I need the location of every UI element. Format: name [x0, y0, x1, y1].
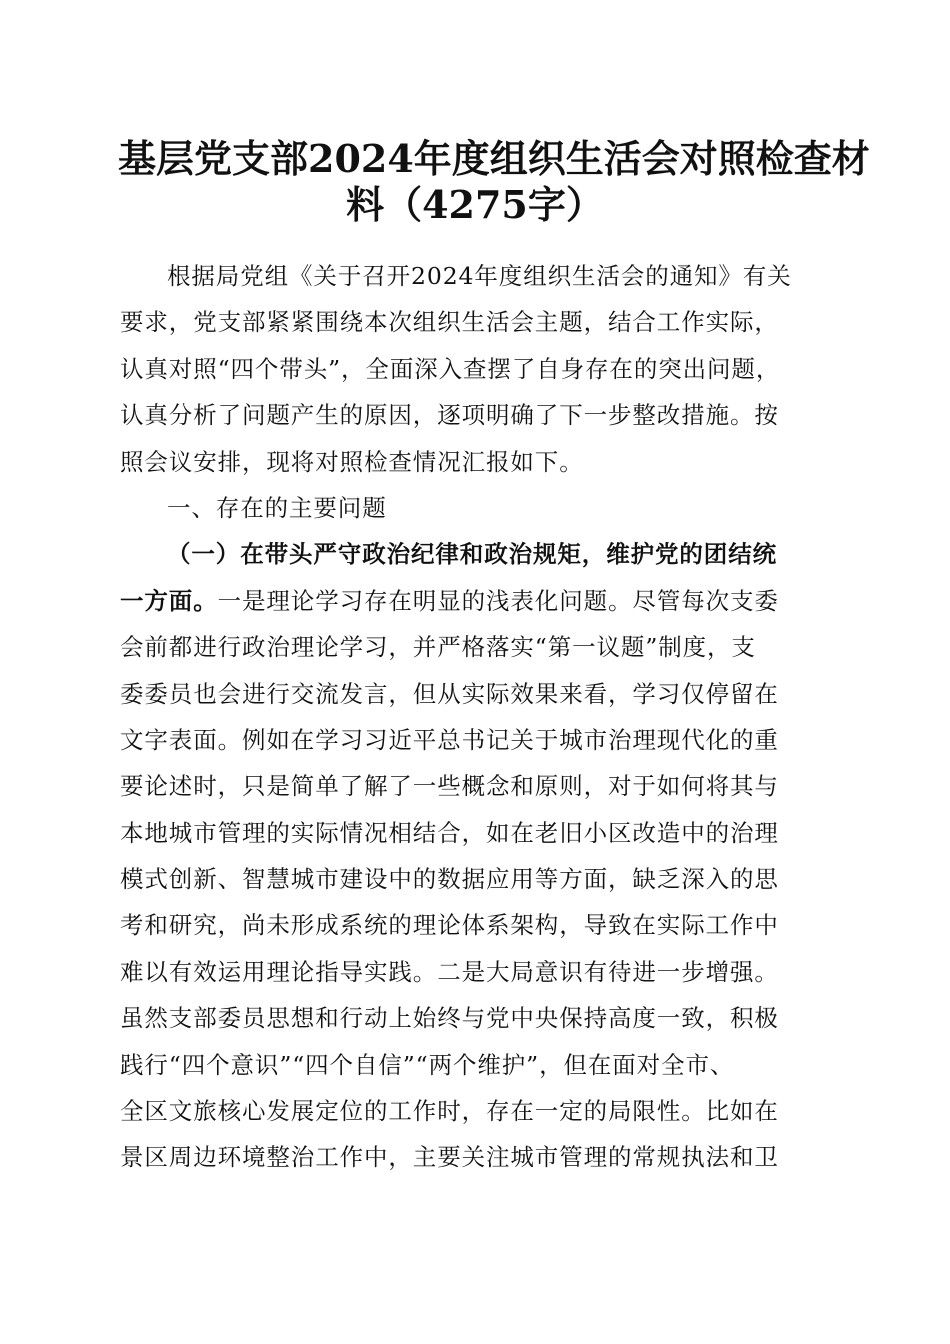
body-line: 委委员也会进行交流发言，但从实际效果来看，学习仅停留在 — [120, 679, 779, 708]
title-line-2: 料（4275字） — [346, 182, 604, 227]
body-line: 会前都进行政治理论学习，并严格落实“第一议题”制度，支 — [120, 633, 756, 662]
document-body — [120, 253, 840, 1181]
body-line: 根据局党组《关于召开2024年度组织生活会的通知》有关 — [167, 262, 792, 290]
body-line: 全区文旅核心发展定位的工作时，存在一定的局限性。比如在 — [120, 1097, 779, 1126]
body-line: 难以有效运用理论指导实践。二是大局意识有待进一步增强。 — [120, 957, 779, 986]
document-title — [118, 136, 870, 228]
body-line: 认真对照“四个带头”，全面深入查摆了自身存在的突出问题， — [120, 354, 781, 383]
body-line: 照会议安排，现将对照检查情况汇报如下。 — [120, 447, 584, 476]
body-line: 践行“四个意识”“四个自信”“两个维护”，但在面对全市、 — [120, 1050, 735, 1079]
body-line: 本地城市管理的实际情况相结合，如在老旧小区改造中的治理 — [120, 818, 779, 847]
body-line: 文字表面。例如在学习习近平总书记关于城市治理现代化的重 — [120, 725, 779, 754]
body-line: 模式创新、智慧城市建设中的数据应用等方面，缺乏深入的思 — [120, 865, 779, 894]
body-line — [120, 578, 840, 624]
body-line: 考和研究，尚未形成系统的理论体系架构，导致在实际工作中 — [120, 911, 779, 940]
section-heading: 一、存在的主要问题 — [167, 493, 387, 522]
body-line: 认真分析了问题产生的原因，逐项明确了下一步整改措施。按 — [120, 401, 779, 430]
body-line: 要论述时，只是简单了解了一些概念和原则，对于如何将其与 — [120, 772, 779, 801]
title-line-1: 基层党支部2024年度组织生活会对照检查材 — [118, 136, 870, 181]
subsection-heading: （一）在带头严守政治纪律和政治规矩，维护党的团结统 — [167, 540, 777, 569]
body-line: 要求，党支部紧紧围绕本次组织生活会主题，结合工作实际， — [120, 308, 779, 337]
body-line: 虽然支部委员思想和行动上始终与党中央保持高度一致，积极 — [120, 1004, 779, 1033]
subsection-heading-continued: 一方面。 — [120, 586, 218, 615]
body-line-text: 一是理论学习存在明显的浅表化问题。尽管每次支委 — [217, 586, 779, 615]
body-line: 景区周边环境整治工作中，主要关注城市管理的常规执法和卫 — [120, 1143, 779, 1172]
